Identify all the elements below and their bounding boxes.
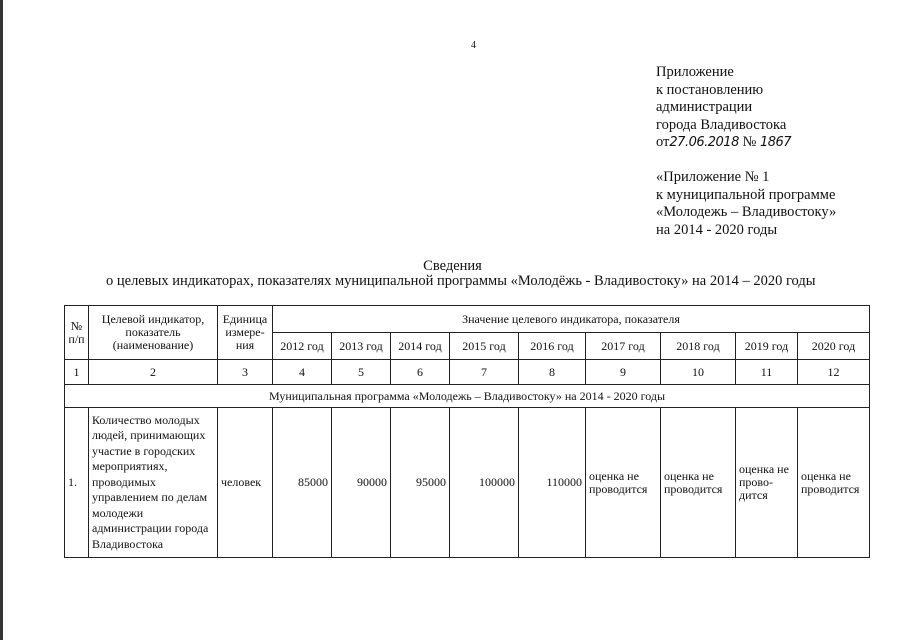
handwritten-date: 27.06.2018 — [669, 135, 739, 150]
page-number: 4 — [471, 40, 476, 51]
column-number: 8 — [519, 360, 586, 385]
row-value-2016: 110000 — [519, 408, 586, 558]
column-number: 4 — [273, 360, 332, 385]
header-year: 2017 год — [586, 333, 661, 360]
header-year: 2014 год — [391, 333, 450, 360]
appendix-line: администрации — [656, 99, 753, 115]
header-year: 2016 год — [519, 333, 586, 360]
column-number: 12 — [798, 360, 870, 385]
document-subtitle: о целевых индикаторах, показателях муниципальной программы «Молодёжь - Владивостоку» на 2014 – 2020 годы — [106, 273, 816, 289]
header-row — [65, 306, 870, 333]
program-reference-line: «Молодежь – Владивостоку» — [656, 204, 837, 220]
row-unit: человек — [218, 408, 273, 558]
page-left-edge — [0, 0, 3, 640]
column-number: 3 — [218, 360, 273, 385]
program-reference-line: на 2014 - 2020 годы — [656, 221, 778, 238]
header-unit: Единица измере-ния — [218, 306, 273, 360]
column-number-row — [65, 360, 870, 385]
appendix-date-line — [656, 134, 791, 152]
header-values-group: Значение целевого индикатора, показателя — [273, 306, 870, 333]
document-title: Сведения — [423, 258, 482, 274]
row-indicator: Количество молодых людей, принимающих участие в городских мероприятиях, проводимых управлением по делам молодежи администрации города Владивостока — [89, 408, 218, 558]
handwritten-number: 1867 — [759, 135, 792, 150]
appendix-line: Приложение — [656, 64, 734, 80]
row-value-2017: оценка не проводится — [586, 408, 661, 558]
number-prefix: № — [742, 134, 757, 150]
column-number: 2 — [89, 360, 218, 385]
program-reference-line: к муниципальной программе — [656, 186, 836, 203]
row-value-2019: оценка не прово-дится — [736, 408, 798, 558]
column-number: 6 — [391, 360, 450, 385]
row-value-2014: 95000 — [391, 408, 450, 558]
program-section-title: Муниципальная программа «Молодежь – Владивостоку» на 2014 - 2020 годы — [65, 385, 870, 408]
row-value-2020: оценка не проводится — [798, 408, 870, 558]
appendix-program-reference — [656, 169, 836, 239]
program-reference-line: «Приложение № 1 — [656, 169, 770, 185]
header-year: 2012 год — [273, 333, 332, 360]
header-indicator: Целевой индикатор, показатель (наименование) — [89, 306, 218, 360]
row-number: 1. — [65, 408, 89, 558]
row-value-2013: 90000 — [332, 408, 391, 558]
table-row — [65, 408, 870, 558]
column-number: 1 — [65, 360, 89, 385]
row-value-2018: оценка не проводится — [661, 408, 736, 558]
header-year: 2013 год — [332, 333, 391, 360]
appendix-header — [656, 64, 791, 152]
column-number: 10 — [661, 360, 736, 385]
header-year: 2020 год — [798, 333, 870, 360]
header-number: № п/п — [65, 306, 89, 360]
column-number: 9 — [586, 360, 661, 385]
row-value-2015: 100000 — [450, 408, 519, 558]
column-number: 7 — [450, 360, 519, 385]
header-year: 2015 год — [450, 333, 519, 360]
column-number: 11 — [736, 360, 798, 385]
header-year: 2019 год — [736, 333, 798, 360]
row-value-2012: 85000 — [273, 408, 332, 558]
header-year: 2018 год — [661, 333, 736, 360]
appendix-line: к постановлению — [656, 81, 764, 98]
date-prefix: от — [656, 134, 670, 150]
indicators-table — [64, 305, 870, 558]
appendix-line: города Владивостока — [656, 116, 787, 133]
program-section-row — [65, 385, 870, 408]
column-number: 5 — [332, 360, 391, 385]
